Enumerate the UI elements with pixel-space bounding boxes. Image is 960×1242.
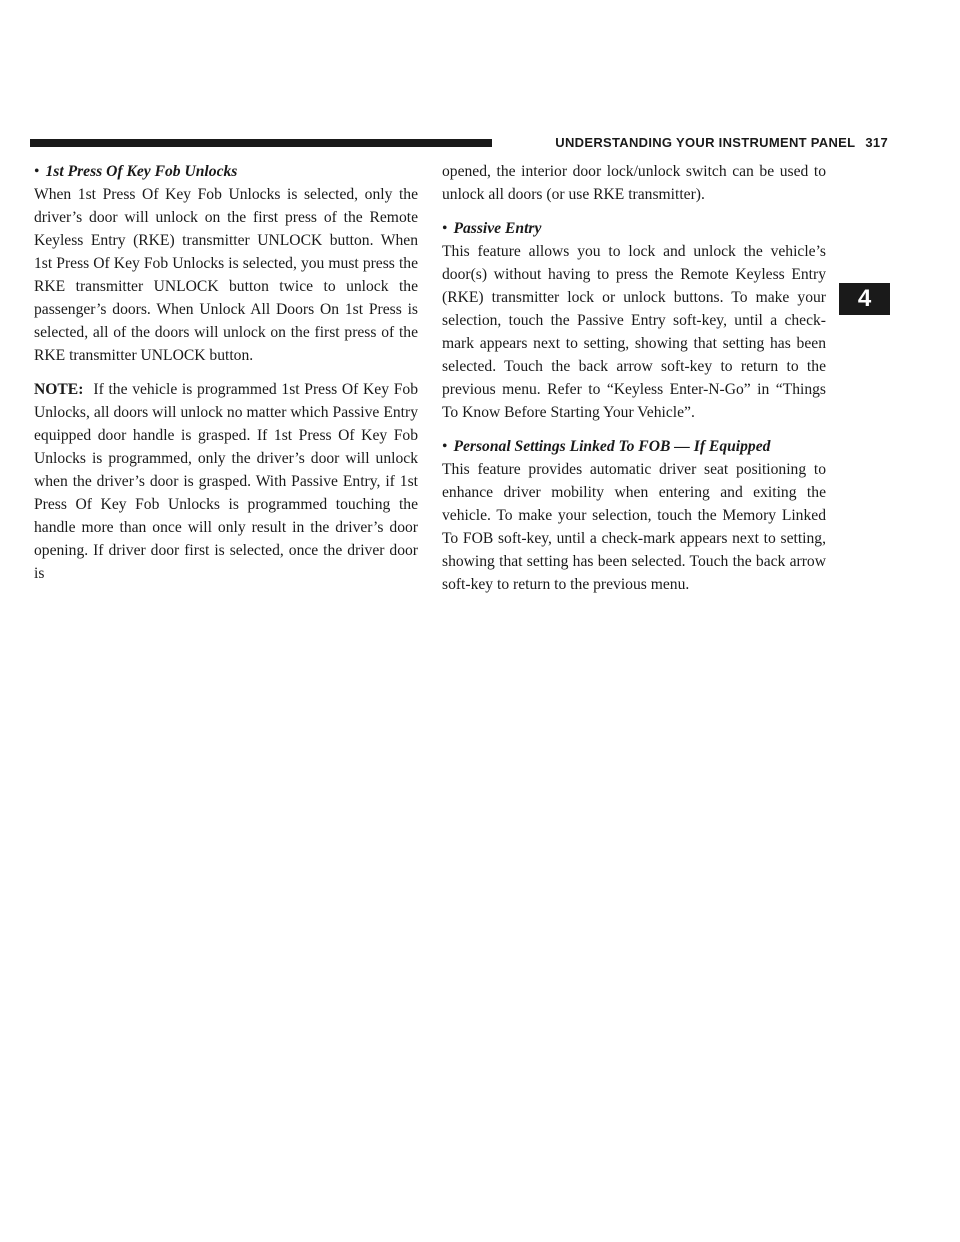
note-text: If the vehicle is programmed 1st Press Of Key Fob Unlocks, all doors will unlock no matter which Passive Entry equipped door handle is grasped. If 1st Press Of Key Fob Unlocks is programmed, only the driver’s door will unlock when the driver’s door is grasped. With Passive Entry, if 1st Press Of Key Fob Unlocks is programmed touching the handle more than once will only result in the driver’s door opening. If driver door first is selected, once the driver door is (34, 381, 418, 582)
running-header (555, 135, 888, 150)
left-column (34, 160, 418, 585)
section-title: UNDERSTANDING YOUR INSTRUMENT PANEL (555, 135, 856, 150)
note-continuation: opened, the interior door lock/unlock switch can be used to unlock all doors (or use RKE transmitter). (442, 163, 826, 203)
bullet-heading-text: Passive Entry (453, 220, 542, 237)
chapter-tab: 4 (839, 283, 890, 315)
page-number: 317 (865, 135, 888, 150)
paragraph-key-fob: When 1st Press Of Key Fob Unlocks is selected, only the driver’s door will unlock on the first press of the Remote Keyless Entry (RKE) transmitter UNLOCK button. When 1st Press Of Key Fob Unlocks is selected, you must press the RKE transmitter UNLOCK button twice to unlock the passenger’s doors. When Unlock All Doors On 1st Press is selected, all of the doors will unlock on the first press of the RKE transmitter UNLOCK button. (34, 186, 418, 364)
bullet-heading-personal-settings (442, 435, 826, 458)
note-paragraph (34, 378, 418, 585)
bullet-heading-text: Personal Settings Linked To FOB — If Equipped (453, 438, 771, 455)
header-rule (30, 139, 492, 147)
paragraph-passive-entry: This feature allows you to lock and unlock the vehicle’s door(s) without having to press the Remote Keyless Entry (RKE) transmitter lock or unlock buttons. To make your selection, touch the Passive Entry soft-key, until a check-mark appears next to setting, showing that setting has been selected. Touch the back arrow soft-key to return to the previous menu. Refer to “Keyless Enter-N-Go” in “Things To Know Before Starting Your Vehicle”. (442, 243, 826, 421)
bullet-dot: • (442, 220, 448, 237)
note-label: NOTE: (34, 381, 84, 398)
right-column (442, 160, 826, 596)
bullet-heading-passive-entry (442, 217, 826, 240)
bullet-dot: • (442, 438, 448, 455)
bullet-dot: • (34, 163, 40, 180)
bullet-heading-text: 1st Press Of Key Fob Unlocks (45, 163, 238, 180)
bullet-heading-key-fob (34, 160, 418, 183)
paragraph-personal-settings: This feature provides automatic driver seat positioning to enhance driver mobility when entering and exiting the vehicle. To make your selection, touch the Memory Linked To FOB soft-key, until a check-mark appears next to setting, showing that setting has been selected. Touch the back arrow soft-key to return to the previous menu. (442, 461, 826, 593)
